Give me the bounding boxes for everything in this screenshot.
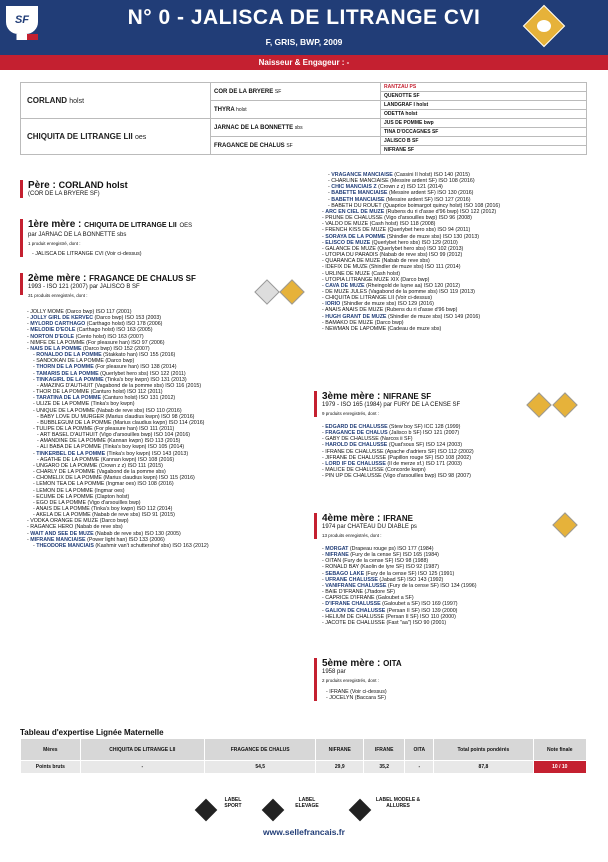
label-elevage-icon xyxy=(262,799,285,822)
progeny-detail: (Quat'sous SF) ISO 124 (2003) xyxy=(388,442,462,449)
highlighted-name: WAIT AND SEE DE MUZE xyxy=(30,530,94,537)
highlighted-name: BABETTE MANCIAISE xyxy=(331,190,388,197)
progeny-detail: ALI BABA DE LA POMME (Tinka's boy kwpn) ISO 105 (2014) xyxy=(39,444,185,451)
highlighted-name: LORD IF DE CHALUSSE xyxy=(325,460,386,467)
progeny-detail: AMAZING D'AUTHUIT (Vagabond de la pomme sbs) ISO 116 (2015) xyxy=(39,382,202,389)
highlighted-name: HAROLD DE CHALUSSE xyxy=(325,442,388,449)
progeny-detail: (Canturo holst) ISO 131 (2012) xyxy=(102,395,176,402)
table-cell: Points bruts xyxy=(21,761,81,774)
table-cell: 54,5 xyxy=(204,761,316,774)
progeny-detail: CHIQUITA DE LITRANGE LII (Voir ci-dessus) xyxy=(325,295,432,302)
progeny-detail: IFRANE DE CHALUSSE (Apache d'adriers SF) ISO 112 (2002) xyxy=(325,448,474,455)
g3-cell: JUS DE POMME bwp xyxy=(381,119,587,128)
g3-cell: TINA D'OCCAGNES SF xyxy=(381,128,587,137)
list-item xyxy=(322,620,592,626)
dam3-progeny-list xyxy=(322,424,592,479)
progeny-detail: ANAIS DE LA POMME (Tinka's boy kwpn) ISO 112 (2014) xyxy=(35,506,173,512)
table-cell: - xyxy=(80,761,204,774)
progeny-detail: PIN UP DE CHALUSSE (Vigo d'arsouilles bwp) ISO 98 (2007) xyxy=(325,473,471,480)
dam2-progeny-list-continued xyxy=(322,172,592,332)
progeny-detail: HELIUM DE CHALUSSE (Persan II SF) ISO 110 (2000) xyxy=(325,613,456,620)
progeny-detail: (Nabab de reve sbs) ISO 130 (2005) xyxy=(95,530,181,537)
highlighted-name: VRAGANCE MANCIAISE xyxy=(331,172,393,178)
progeny-detail: ANAIS ANAIS DE MUZE (Rubens du ri d'asse d'96 bwp) xyxy=(324,307,458,314)
progeny-detail: (Shindler de muze sbs) ISO 130 (2013) xyxy=(386,233,480,240)
progeny-detail: (For pleasure han) ISO 138 (2014) xyxy=(95,364,177,371)
header xyxy=(0,0,608,55)
progeny-detail: (Rheingold de luyne aa) ISO 120 (2012) xyxy=(366,282,461,289)
table-cell: - xyxy=(405,761,434,774)
website-link[interactable]: www.sellefrancais.fr xyxy=(263,827,345,837)
highlighted-name: TINKERBEL DE LA POMME xyxy=(36,450,106,457)
highlighted-name: MIFRANE MANCIAISE xyxy=(30,536,86,543)
list-item xyxy=(322,326,592,332)
progeny-detail: (Querlybet hero sbs) ISO 122 (2011) xyxy=(100,370,186,377)
horse-title: N° 0 - JALISCA DE LITRANGE CVI xyxy=(127,6,481,29)
progeny-detail: AGATHE DE LA POMME (Kannan kwpn) ISO 108 (2016) xyxy=(39,456,175,463)
progeny-detail: (Messire ardent SF) ISO 127 (2016) xyxy=(386,196,471,203)
progeny-detail: THOR DE LA POMME (Canturo holst) ISO 112 (2011) xyxy=(36,389,163,396)
label-sport-text: LABEL SPORT xyxy=(224,797,242,809)
progeny-detail: ART BASEL D'AUTHUIT (Vigo d'arsouilles bwp) ISO 104 (2016) xyxy=(39,432,191,439)
highlighted-name: GALION DE CHALUSSE xyxy=(325,607,386,614)
progeny-detail: MALICE DE CHALUSSE (Concorde kwpn) xyxy=(325,467,426,474)
col-header: Mères xyxy=(21,739,81,761)
progeny-detail: (Darco bwp) ISO 152 (2007) xyxy=(83,345,150,352)
breeder-bar: Naisseur & Engageur : - xyxy=(0,55,608,70)
sf-logo: SF xyxy=(6,6,38,34)
highlighted-name: D'IFRANE CHALUSSE xyxy=(325,601,381,608)
dam2-count: 31 produits enregistrés, dont : xyxy=(28,293,88,298)
highlighted-name: THORN DE LA POMME xyxy=(36,364,94,371)
progeny-detail: (Tinka's boy kwpn) ISO 143 (2013) xyxy=(106,450,189,457)
list-item: - JOCELYN (Baccara SF) xyxy=(326,695,584,701)
col-header: Total points pondérés xyxy=(434,739,533,761)
progeny-detail: VALDO DE MUZE (Cash holst) ISO 118 (2008) xyxy=(325,221,436,228)
progeny-detail: RAGANCE HERO (Nabab de reve sbs) xyxy=(30,524,123,531)
highlighted-name: UFRANE CHALUSSE xyxy=(325,576,378,583)
progeny-detail: BABY LOVE DU MURGER (Marius claudius kwpn) ISO 98 (2016) xyxy=(40,413,195,420)
expertise-table xyxy=(20,738,587,774)
dam2-heading: 2ème mère : FRAGANCE DE CHALUS SF xyxy=(28,273,196,284)
highlighted-name: MYLORD CARTHAGO xyxy=(30,321,86,328)
progeny-detail: CHOMELIX DE LA POMME (Marius claudius kwpn) ISO 115 (2016) xyxy=(36,475,195,482)
highlighted-name: RONALDO DE LA POMME xyxy=(36,352,102,359)
progeny-detail: (Tinka's boy kwpn) ISO 131 (2013) xyxy=(105,376,187,383)
dam2-progeny-list xyxy=(27,309,307,549)
highlighted-name: MELODIE D'EOLE xyxy=(30,327,76,334)
progeny-detail: (Persan II SF) ISO 139 (2000) xyxy=(386,607,458,614)
table-cell: 35,2 xyxy=(364,761,405,774)
highlighted-name: CHIC MANCIAIS Z xyxy=(331,184,377,191)
progeny-detail: (Crown z z) ISO 121 (2014) xyxy=(378,184,443,191)
label-sport-icon xyxy=(195,799,218,822)
col-header: OITA xyxy=(405,739,434,761)
progeny-detail: BABETH DU ROUET (Quaprice boimargot quincy holst) ISO 108 (2016) xyxy=(331,202,501,209)
g3-cell: LANDGRAF I holst xyxy=(381,101,587,110)
col-header: CHIQUITA DE LITRANGE LII xyxy=(80,739,204,761)
highlighted-name: NIFRANE xyxy=(325,552,349,559)
g3-cell: NIFRANE SF xyxy=(381,146,587,155)
sire-cell: CORLAND holst xyxy=(21,83,211,119)
highlighted-name: FRAGANCE DE CHALUS xyxy=(325,430,388,437)
list-item: - JALISCA DE LITRANGE CVI (Voir ci-dessus) xyxy=(32,251,300,257)
dam-cell: CHIQUITA DE LITRANGE LII oes xyxy=(21,119,211,155)
progeny-detail: VODKA ORANGE DE MUZE (Darco bwp) xyxy=(30,518,129,525)
progeny-detail: OITAN (Fury de la cense SF) ISO 98 (1988) xyxy=(325,558,429,565)
list-item: - IFRANE (Voir ci-dessus) xyxy=(326,689,584,695)
dam5-heading: 5ème mère : OITA xyxy=(322,658,402,669)
progeny-detail: JIFRANE DE CHALUSSE (Papillon rouge SF) ISO 108 (2002) xyxy=(325,454,471,461)
progeny-detail: UNIQUE DE LA POMME (Nabab de reve sbs) ISO 110 (2016) xyxy=(36,407,182,414)
dam3-heading: 3ème mère : NIFRANE SF xyxy=(322,391,432,402)
dam3-count: 9 produits enregistrés, dont : xyxy=(322,411,380,416)
dam5-count: 2 produits enregistrés, dont : xyxy=(322,678,380,683)
progeny-detail: TULIPE DE LA POMME (For pleasure han) ISO 111 (2011) xyxy=(36,425,175,432)
highlighted-name: SORAYA DE LA POMME xyxy=(325,233,386,240)
highlighted-name: TINKAGIRL DE LA POMME xyxy=(36,376,104,383)
dam4-count: 13 produits enregistrés, dont : xyxy=(322,533,382,538)
highlighted-name: BABETH MANCIAISE xyxy=(331,196,385,203)
progeny-detail: (Drapeau rouge ps) ISO 177 (1984) xyxy=(349,546,434,552)
progeny-detail: QUARANCA DE MUZE (Nabab de reve sbs) xyxy=(325,258,430,265)
table-cell: 29,9 xyxy=(316,761,364,774)
progeny-detail: SANDOKAN DE LA POMME (Darco bwp) xyxy=(36,358,135,365)
progeny-detail: NEWMAN DE LAPOMME (Cadeau de muze sbs) xyxy=(325,325,442,332)
progeny-detail: UTOPIA LITRANGE MUZE XIX (Darco bwp) xyxy=(325,276,430,283)
progeny-detail: (Jalisco b SF) ISO 121 (2007) xyxy=(389,430,460,437)
progeny-detail: (Fury de la cense SF) ISO 134 (1996) xyxy=(387,582,477,589)
progeny-detail: (Cassini II holst) ISO 140 (2015) xyxy=(394,172,470,178)
progeny-detail: CHARLINE MANCIAISE (Messire ardent SF) ISO 108 (2016) xyxy=(331,178,475,185)
highlighted-name: MORGAT xyxy=(325,546,349,552)
highlighted-name: NAIS DE LA POMME xyxy=(30,345,82,352)
progeny-detail: UTOPIA DU PARADIS (Nabab de reve sbs) ISO 99 (2012) xyxy=(325,252,463,259)
dam5-section xyxy=(314,658,584,701)
progeny-detail: (Shindler de muze sbs) ISO 149 (2016) xyxy=(387,313,481,320)
progeny-detail: BAMAKO DE MUZE (Darco bwp) xyxy=(325,319,404,326)
highlighted-name: ELISCO DE MUZE xyxy=(325,239,371,246)
pedigree-table xyxy=(20,82,587,155)
dam4-detail: 1974 par CHATEAU DU DIABLE ps xyxy=(322,524,417,530)
col-header: Note finale xyxy=(533,739,586,761)
label-elevage-text: LABEL ELEVAGE xyxy=(295,797,319,809)
progeny-detail: (Kashmir van't schuttershof sbs) ISO 163 (2012) xyxy=(95,542,209,549)
progeny-detail: PRUNE DE CHALUSSE (Vigo d'arsouilles bwp) ISO 96 (2008) xyxy=(325,215,472,222)
dam5-detail: 1958 par xyxy=(322,669,346,675)
dam2-detail: 1993 - ISO 121 (2007) par JALISCO B SF xyxy=(28,284,140,290)
dam1-sire: par JARNAC DE LA BONNETTE sbs xyxy=(28,232,127,238)
progeny-detail: (Jabad SF) ISO 143 (1992) xyxy=(379,576,444,583)
progeny-detail: CAPRICE D'IFRANE (Galoubet a SF) xyxy=(325,595,414,602)
horse-subtitle: F, GRIS, BWP, 2009 xyxy=(265,37,343,47)
progeny-detail: (Shindler de muze sbs) ISO 129 (2016) xyxy=(341,301,434,308)
highlighted-name: EDGARD DE CHALUSSE xyxy=(325,424,388,430)
dam4-progeny-list xyxy=(322,546,592,626)
progeny-detail: (Querlybet hero sbs) ISO 129 (2010) xyxy=(371,239,458,246)
dam1-progeny-list xyxy=(28,251,300,257)
progeny-detail: AKELA DE LA POMME (Nabab de reve sbs) ISO 91 (2015) xyxy=(35,512,175,519)
progeny-detail: CHARLY DE LA POMME (Vagabond de la pomme sbs) xyxy=(36,469,166,476)
dam-dam-cell: FRAGANCE DE CHALUS SF xyxy=(211,137,381,155)
highlighted-name: THEODORE MANCIAIS xyxy=(36,542,94,549)
progeny-detail: GABY DE CHALUSSE (Narcos ii SF) xyxy=(325,436,413,443)
progeny-detail: (Il de merze sf.) ISO 171 (2003) xyxy=(387,460,462,467)
progeny-detail: URLINE DE MUZE (Cash holst) xyxy=(325,270,401,277)
progeny-detail: (Stew boy SF) ICC 128 (1999) xyxy=(389,424,461,430)
progeny-detail: GALANCE DE MUZE (Querlybet hero sbs) ISO 102 (2013) xyxy=(325,245,464,252)
dam5-progeny-list xyxy=(322,689,584,701)
highlighted-name: JOLLY GIRL DE KERVEC xyxy=(30,315,94,322)
progeny-detail: FRENCH KISS DE MUZE (Querlybet hero sbs) ISO 94 (2011) xyxy=(325,227,471,234)
progeny-detail: ECUME DE LA POMME (Clapton holst) xyxy=(36,493,130,500)
progeny-detail: (Messire ardent SF) ISO 130 (2016) xyxy=(388,190,474,197)
progeny-detail: (Darco bwp) ISO 153 (2003) xyxy=(94,315,162,322)
label-modele-text: LABEL MODELE & ALLURES xyxy=(375,797,421,809)
progeny-detail: (Fury de la cense SF) ISO 125 (1991) xyxy=(365,570,455,577)
progeny-detail: LEMON TEA DE LA POMME (Ingmar oes) ISO 108 (2016) xyxy=(36,481,174,488)
highlighted-name: CAVA DE MUZE xyxy=(325,282,365,289)
col-header: FRAGANCE DE CHALUS xyxy=(204,739,316,761)
final-score: 10 / 10 xyxy=(533,761,586,774)
progeny-detail: (Power light han) ISO 133 (2006) xyxy=(87,536,165,543)
sire-heading: Père : CORLAND holst xyxy=(28,180,128,191)
dam4-section xyxy=(314,513,584,539)
progeny-detail: NIMFE DE LA POMME (For pleasure han) ISO 97 (2006) xyxy=(30,339,165,346)
progeny-detail: DE MUZE JULES (Vagabond de la pomme sbs) ISO 119 (2013) xyxy=(325,288,475,295)
progeny-detail: (Rubens du ri d'asse d'96 bwp) ISO 122 (2012) xyxy=(385,208,497,215)
sire-dam-cell: THYRA holst xyxy=(211,101,381,119)
g3-cell: JALISCO B SF xyxy=(381,137,587,146)
dam4-heading: 4ème mère : IFRANE xyxy=(322,513,413,524)
list-item xyxy=(322,473,592,479)
sire-section xyxy=(20,180,300,198)
progeny-detail: (Carthago holst) ISO 178 (2006) xyxy=(86,321,163,328)
highlighted-name: TAMARIS DE LA POMME xyxy=(36,370,99,377)
highlighted-name: HUGH GRANT DE MUZE xyxy=(325,313,387,320)
progeny-detail: JACOTE DE CHALUSSE (Fast "aa") ISO 90 (2001) xyxy=(325,619,447,626)
dam1-heading: 1ère mère : CHIQUITA DE LITRANGE LII OES xyxy=(28,219,193,230)
g3-cell: RANTZAU PS xyxy=(381,83,587,92)
progeny-detail: BAIE D'IFRANE (J'tadore SF) xyxy=(325,589,395,596)
label-modele-icon xyxy=(349,799,372,822)
highlighted-name: ARC EN CIEL DE MUZE xyxy=(325,208,385,215)
progeny-detail: (Carthago holst) ISO 163 (2005) xyxy=(76,327,153,334)
highlighted-name: TARATINA DE LA POMME xyxy=(36,395,101,402)
progeny-detail: ULIZE DE LA POMME (Tinka's boy kwpn) xyxy=(36,401,135,408)
g3-cell: QUENOTTE SF xyxy=(381,92,587,101)
list-item xyxy=(27,543,307,549)
progeny-detail: UNGARO DE LA POMME (Crown z z) ISO 111 (2015) xyxy=(36,462,163,469)
highlighted-name: NORTON D'EOLE xyxy=(30,333,75,340)
sire-sire-cell: COR DE LA BRYERE SF xyxy=(211,83,381,101)
dam3-detail: 1979 - ISO 165 (1984) par FURY DE LA CENSE SF xyxy=(322,402,461,408)
g3-cell: ODETTA holst xyxy=(381,110,587,119)
progeny-detail: RONALD BAY (Kaolin de lyre SF) ISO 92 (1987) xyxy=(325,564,439,571)
col-header: IFRANE xyxy=(364,739,405,761)
progeny-detail: IDEFIX DE MUZE (Shindler de muze sbs) ISO 111 (2014) xyxy=(325,264,461,271)
progeny-detail: LEMON DE LA POMME (Ingmar oes) xyxy=(36,487,125,494)
progeny-detail: AMANDINE DE LA POMME (Kannan kwpn) ISO 113 (2015) xyxy=(39,438,181,445)
expertise-title: Tableau d'expertise Lignée Maternelle xyxy=(20,728,164,737)
progeny-detail: (Fury de la cense SF) ISO 165 (1984) xyxy=(350,552,439,559)
dam1-count: 1 produit enregistré, dont : xyxy=(28,241,81,246)
progeny-detail: (Galoubet a SF) ISO 169 (1997) xyxy=(382,601,458,608)
progeny-detail: (Cento holst) ISO 163 (2007) xyxy=(75,333,144,340)
progeny-detail: (Stakkato han) ISO 155 (2016) xyxy=(103,352,176,359)
highlighted-name: SEBAGO LAKE xyxy=(325,570,365,577)
dam1-section xyxy=(20,219,300,257)
progeny-detail: BUBBLEGUM DE LA POMME (Marius claudius kwpn) ISO 114 (2016) xyxy=(40,419,205,426)
highlighted-name: IORIO xyxy=(325,301,341,308)
progeny-detail: EGO DE LA POMME (Vigo d'arsouilles bwp) xyxy=(36,499,141,506)
sire-parent: (COR DE LA BRYERE SF) xyxy=(28,191,100,197)
table-cell: 87,8 xyxy=(434,761,533,774)
col-header: NIFRANE xyxy=(316,739,364,761)
highlighted-name: VANIFRANE CHALUSSE xyxy=(325,582,387,589)
dam-sire-cell: JARNAC DE LA BONNETTE sbs xyxy=(211,119,381,137)
progeny-detail: JOLLY MOME (Darco bwp) ISO 117 (2001) xyxy=(30,309,132,315)
